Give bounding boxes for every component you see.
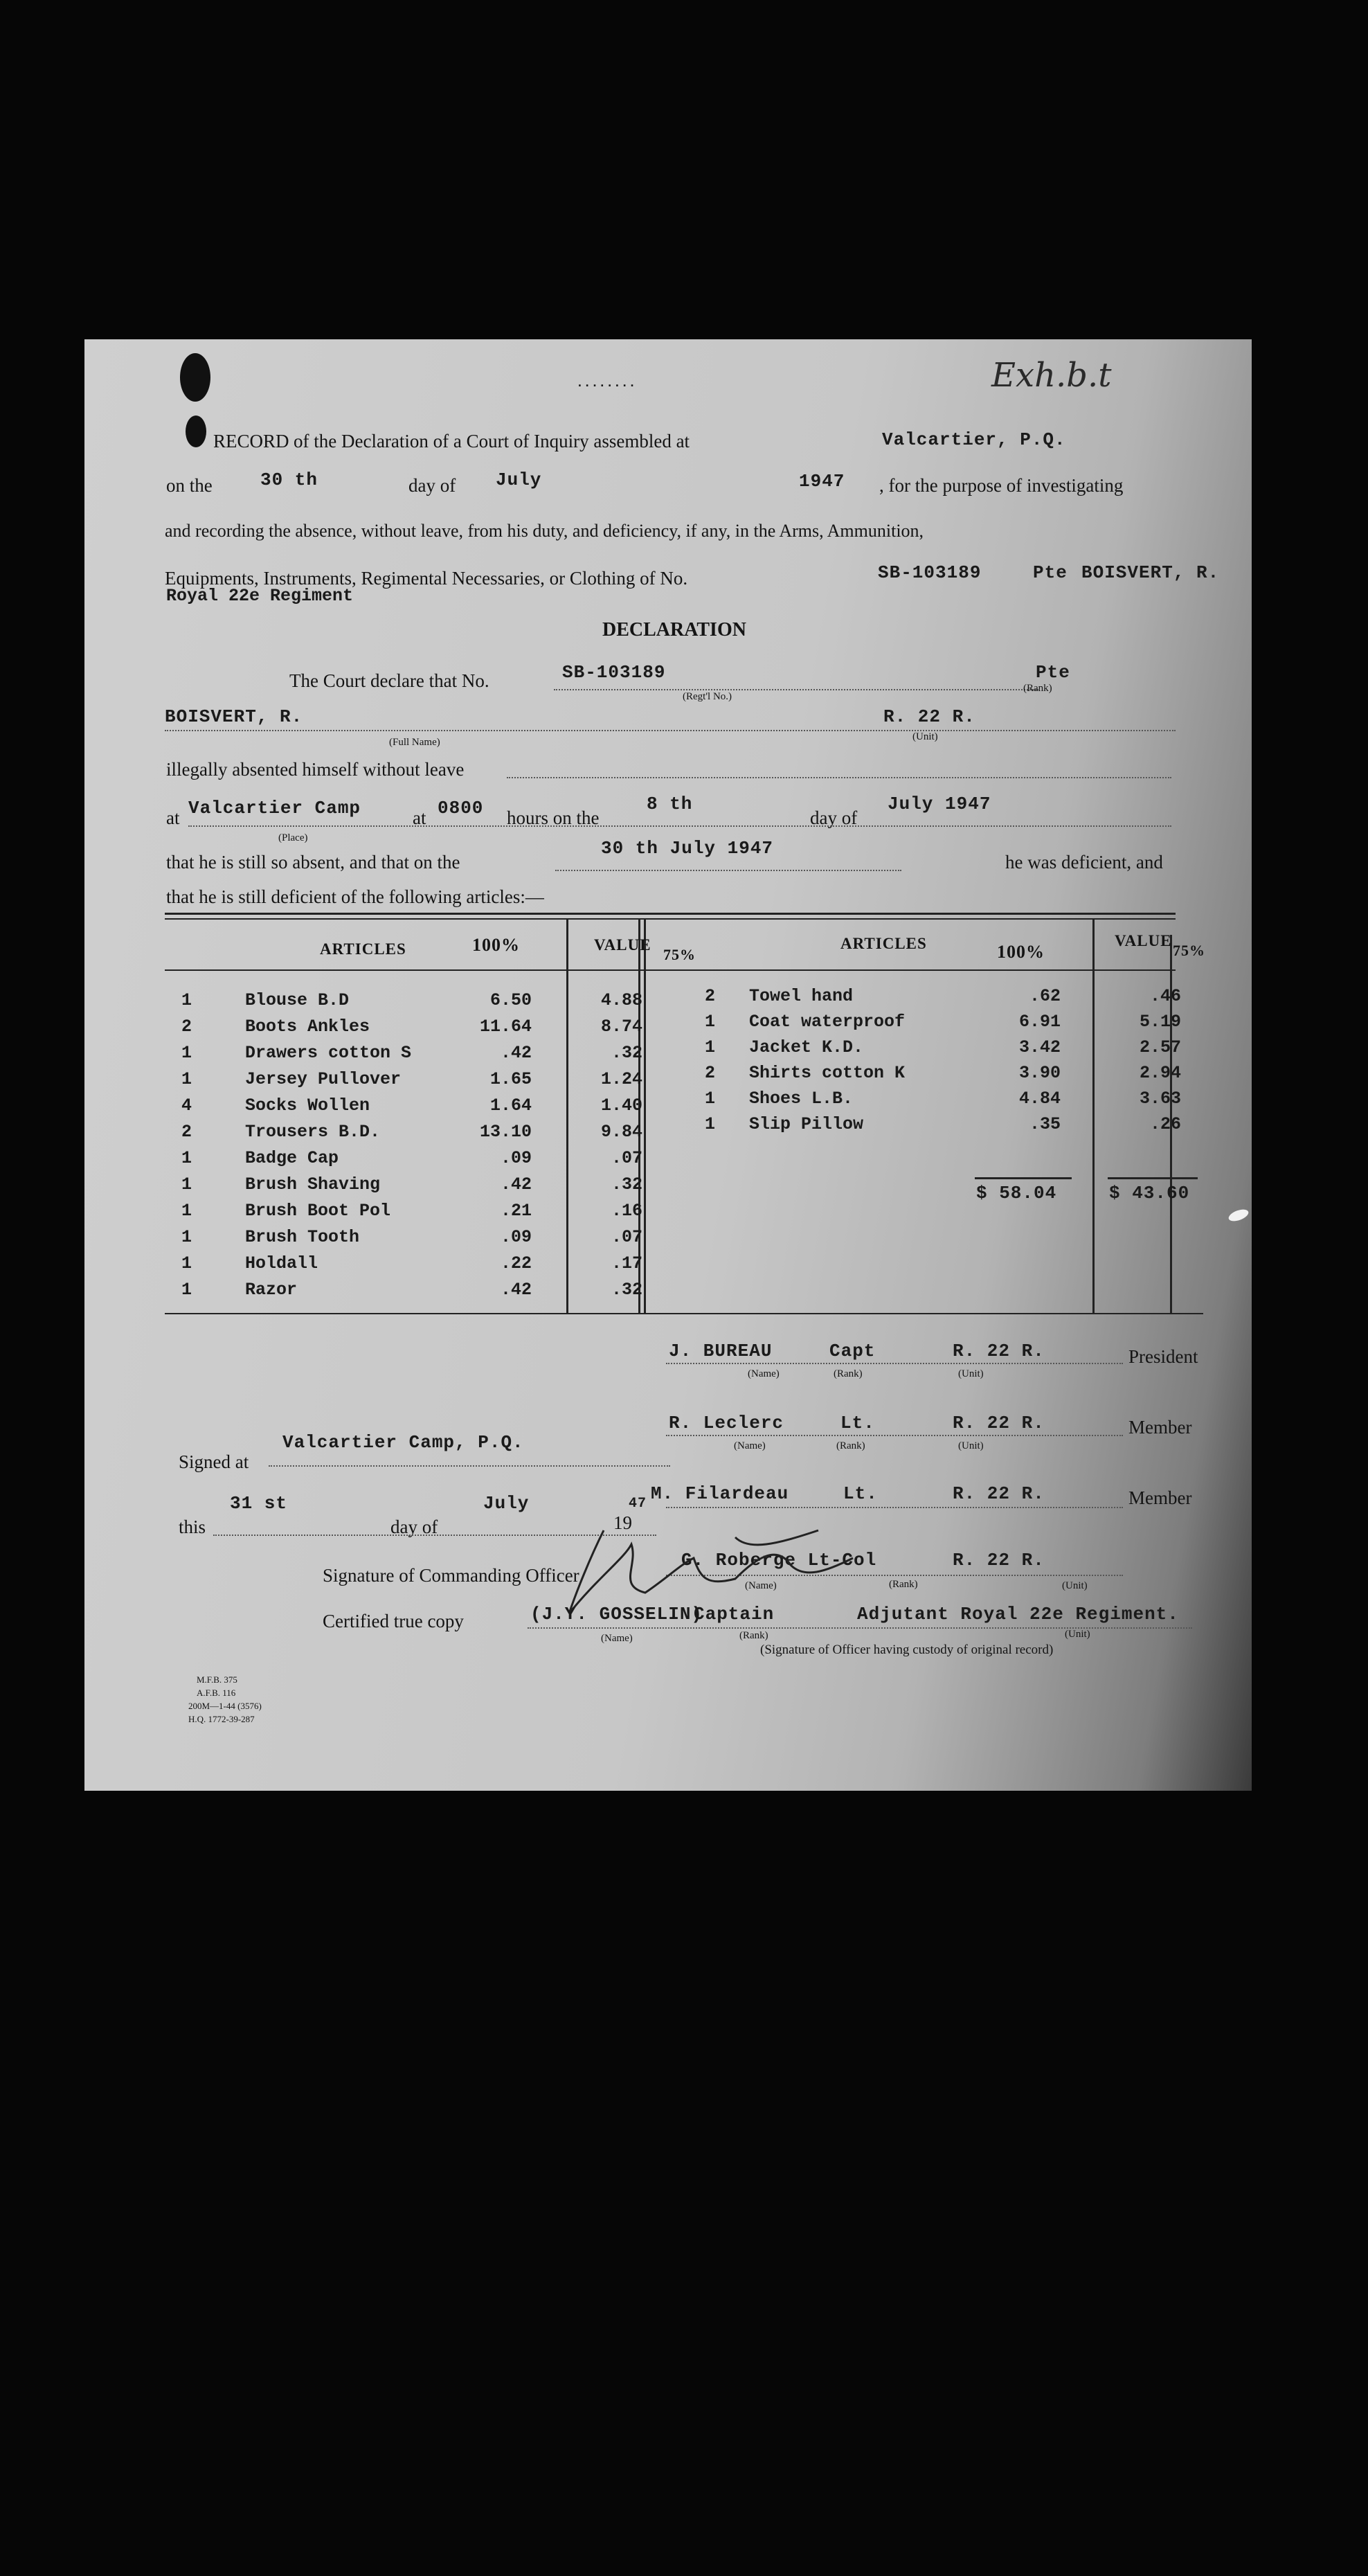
total-75: $ 43.60 (1109, 1183, 1190, 1204)
table-divider-center-2 (644, 918, 646, 1313)
member1-line (666, 1435, 1123, 1436)
ink-blot (180, 353, 210, 402)
absent-place: Valcartier Camp (188, 798, 361, 819)
left-row-v75: 8.74 (600, 1017, 642, 1037)
exhibit-note: Exh.b.t (991, 356, 1112, 395)
left-row-item: Trousers B.D. (245, 1122, 381, 1142)
absented-line (507, 777, 1171, 778)
header-articles-left: ARTICLES (320, 940, 406, 958)
table-divider-right-value (1092, 918, 1095, 1313)
left-row-v75: .32 (611, 1280, 642, 1300)
header-value-right: VALUE (1115, 932, 1172, 949)
right-row-v100: 3.42 (1018, 1037, 1061, 1057)
left-row-v100: 11.64 (479, 1017, 532, 1037)
left-row-v100: 1.65 (489, 1069, 532, 1089)
certified-name: (J.Y. GOSSELIN) (530, 1604, 703, 1625)
right-row-v100: 3.90 (1018, 1063, 1061, 1083)
left-row-qty: 1 (181, 1148, 192, 1168)
left-row-v75: 1.24 (600, 1069, 642, 1089)
recording-text: and recording the absence, without leave, from his duty, and deficiency, if any, in the Arms, Ammunition, (165, 521, 924, 541)
left-row-v100: 13.10 (479, 1122, 532, 1142)
member1-rank: Lt. (840, 1413, 875, 1433)
purpose-text: , for the purpose of investigating (879, 475, 1124, 496)
member1-role: Member (1128, 1417, 1192, 1438)
member1-unit: R. 22 R. (953, 1413, 1045, 1433)
left-row-v100: .42 (500, 1043, 532, 1063)
on-the-label: on the (166, 475, 213, 496)
right-row-v100: .35 (1029, 1114, 1061, 1134)
full-name-caption: (Full Name) (389, 737, 440, 748)
left-row-qty: 1 (181, 990, 192, 1010)
left-row-v75: 9.84 (600, 1122, 642, 1142)
left-row-v100: .09 (500, 1227, 532, 1247)
regt-no-caption: (Regt'l No.) (683, 691, 732, 702)
certified-unit: Adjutant Royal 22e Regiment. (857, 1604, 1179, 1625)
form-code: 200M—1-44 (3576) (188, 1701, 262, 1711)
member2-unit: R. 22 R. (953, 1483, 1045, 1504)
left-row-qty: 1 (181, 1253, 192, 1273)
rank-caption: (Rank) (1023, 683, 1052, 694)
this-label: this (179, 1517, 206, 1537)
left-row-item: Razor (245, 1280, 298, 1300)
left-row-v100: .42 (500, 1280, 532, 1300)
custody-caption: (Signature of Officer having custody of original record) (760, 1643, 1054, 1657)
right-row-v75: 3.63 (1139, 1089, 1181, 1109)
right-row-v75: 5.19 (1139, 1012, 1181, 1032)
inquiry-place: Valcartier, P.Q. (882, 429, 1066, 450)
hours-value: 0800 (438, 798, 484, 819)
soldier-rank: Pte (1033, 562, 1068, 583)
left-row-qty: 1 (181, 1043, 192, 1063)
right-row-v75: 2.94 (1139, 1063, 1181, 1083)
right-row-item: Towel hand (749, 986, 854, 1006)
at-label-2: at (413, 807, 426, 828)
commanding-officer-label: Signature of Commanding Officer (323, 1565, 579, 1586)
right-row-item: Shirts cotton K (749, 1063, 906, 1083)
record-text: of the Declaration of a Court of Inquiry assembled at (294, 431, 690, 451)
full-name-line (165, 730, 1176, 731)
left-row-item: Brush Tooth (245, 1227, 360, 1247)
certified-rank: Captain (694, 1604, 775, 1625)
was-deficient-text: he was deficient, and (1005, 852, 1163, 873)
right-row-item: Coat waterproof (749, 1012, 906, 1032)
left-row-item: Socks Wollen (245, 1095, 370, 1116)
left-row-v75: .16 (611, 1201, 642, 1221)
president-line (666, 1363, 1123, 1364)
right-row-item: Shoes L.B. (749, 1089, 854, 1109)
left-row-v75: 4.88 (600, 990, 642, 1010)
member2-line (666, 1507, 1123, 1508)
commanding-rank-caption: (Rank) (889, 1579, 918, 1590)
president-unit-caption: (Unit) (958, 1368, 984, 1379)
member1-name: R. Leclerc (669, 1413, 784, 1433)
right-row-qty: 1 (705, 1114, 716, 1134)
still-deficient-text: that he is still deficient of the following articles:— (166, 886, 544, 907)
right-row-v75: .26 (1149, 1114, 1181, 1134)
signed-at-label: Signed at (179, 1451, 249, 1472)
header-value-left: VALUE (594, 936, 651, 954)
at-label: at (166, 807, 180, 828)
table-top-border-2 (165, 918, 1176, 920)
day-of-label: day of (408, 475, 456, 496)
deficient-date: 30 th July 1947 (601, 838, 774, 859)
signed-day: 31 st (230, 1493, 288, 1514)
absent-day: 8 th (647, 794, 693, 814)
left-row-item: Brush Boot Pol (245, 1201, 391, 1221)
president-name: J. BUREAU (669, 1341, 773, 1361)
member1-unit-caption: (Unit) (958, 1440, 984, 1451)
total-100-rule (975, 1177, 1072, 1179)
right-row-v75: .46 (1149, 986, 1181, 1006)
header-100-left: 100% (472, 935, 520, 955)
left-row-v100: .22 (500, 1253, 532, 1273)
right-row-v100: 6.91 (1018, 1012, 1061, 1032)
left-row-v75: .07 (611, 1227, 642, 1247)
regt-no: SB-103189 (562, 662, 666, 683)
left-row-item: Brush Shaving (245, 1174, 381, 1195)
commanding-officer-unit: R. 22 R. (953, 1550, 1045, 1571)
left-row-v75: .17 (611, 1253, 642, 1273)
total-100: $ 58.04 (976, 1183, 1057, 1204)
left-row-qty: 1 (181, 1201, 192, 1221)
form-codes (188, 1674, 327, 1744)
right-row-v100: .62 (1029, 986, 1061, 1006)
document-page (84, 339, 1252, 1791)
right-row-qty: 1 (705, 1037, 716, 1057)
declaration-title: DECLARATION (602, 619, 746, 641)
inquiry-day: 30 th (260, 469, 318, 490)
left-row-qty: 4 (181, 1095, 192, 1116)
rank-value: Pte (1036, 662, 1070, 683)
still-absent-text: that he is still so absent, and that on the (166, 852, 460, 873)
header-100-right: 100% (997, 942, 1045, 962)
left-row-qty: 2 (181, 1122, 192, 1142)
right-row-qty: 1 (705, 1012, 716, 1032)
left-row-item: Holdall (245, 1253, 318, 1273)
unit-value: R. 22 R. (883, 706, 975, 727)
full-name: BOISVERT, R. (165, 706, 303, 727)
member2-rank: Lt. (843, 1483, 878, 1504)
left-row-v75: 1.40 (600, 1095, 642, 1116)
signed-place-line (269, 1465, 670, 1467)
commanding-name-caption: (Name) (745, 1580, 777, 1591)
place-caption: (Place) (278, 832, 308, 843)
soldier-unit: Royal 22e Regiment (166, 586, 354, 606)
right-row-item: Slip Pillow (749, 1114, 864, 1134)
inquiry-year: 1947 (799, 471, 845, 492)
table-bottom-border (165, 1313, 1203, 1314)
total-75-rule (1108, 1177, 1198, 1179)
certified-unit-caption: (Unit) (1065, 1629, 1090, 1640)
header-75-right: 75% (1173, 942, 1205, 959)
president-unit: R. 22 R. (953, 1341, 1045, 1361)
left-row-v100: 6.50 (489, 990, 532, 1010)
commanding-unit-caption: (Unit) (1062, 1580, 1088, 1591)
form-code: H.Q. 1772-39-287 (188, 1714, 255, 1724)
left-row-item: Badge Cap (245, 1148, 339, 1168)
right-row-v75: 2.57 (1139, 1037, 1181, 1057)
ink-blot-lower (186, 415, 206, 447)
signed-year-prefix: 19 (613, 1512, 632, 1533)
court-declare-text: The Court declare that No. (289, 670, 489, 691)
right-row-qty: 2 (705, 986, 716, 1006)
left-row-item: Boots Ankles (245, 1017, 370, 1037)
soldier-name: BOISVERT, R. (1081, 562, 1220, 583)
commanding-officer-name: G. Roberge Lt-Col (681, 1550, 877, 1571)
inquiry-month: July (496, 469, 542, 490)
header-75-left: 75% (663, 946, 696, 963)
certified-line (528, 1627, 1192, 1629)
member1-rank-caption: (Rank) (836, 1440, 865, 1451)
absent-line (188, 825, 1171, 827)
record-prefix: RECORD (213, 431, 289, 451)
hours-on-the: hours on the (507, 807, 600, 828)
unit-caption: (Unit) (912, 731, 938, 742)
left-row-v100: .09 (500, 1148, 532, 1168)
top-mark: ........ (576, 377, 636, 391)
left-row-v100: .21 (500, 1201, 532, 1221)
left-row-qty: 1 (181, 1280, 192, 1300)
signed-place: Valcartier Camp, P.Q. (282, 1432, 524, 1453)
form-code: M.F.B. 375 (197, 1674, 237, 1685)
left-row-qty: 2 (181, 1017, 192, 1037)
member2-name: M. Filardeau (651, 1483, 789, 1504)
president-rank-caption: (Rank) (834, 1368, 863, 1379)
equipments-text: Equipments, Instruments, Regimental Necessaries, or Clothing of No. (165, 568, 688, 589)
president-name-caption: (Name) (748, 1368, 780, 1379)
left-row-qty: 1 (181, 1069, 192, 1089)
signed-year-suffix: 47 (629, 1496, 647, 1512)
left-row-item: Blouse B.D (245, 990, 350, 1010)
table-header-divider (165, 969, 1176, 971)
table-top-border (165, 913, 1176, 915)
left-row-v75: .32 (611, 1174, 642, 1195)
right-row-qty: 2 (705, 1063, 716, 1083)
left-row-v75: .07 (611, 1148, 642, 1168)
member1-name-caption: (Name) (734, 1440, 766, 1451)
left-row-qty: 1 (181, 1227, 192, 1247)
right-row-v100: 4.84 (1018, 1089, 1061, 1109)
right-row-qty: 1 (705, 1089, 716, 1109)
signed-day-of: day of (390, 1517, 438, 1537)
president-role: President (1128, 1346, 1198, 1367)
member2-role: Member (1128, 1487, 1192, 1508)
absent-month-year: July 1947 (888, 794, 991, 814)
header-articles-right: ARTICLES (840, 935, 927, 952)
left-row-v100: 1.64 (489, 1095, 532, 1116)
absented-text: illegally absented himself without leave (166, 759, 465, 780)
certified-name-caption: (Name) (601, 1633, 633, 1644)
left-row-qty: 1 (181, 1174, 192, 1195)
certified-rank-caption: (Rank) (739, 1630, 768, 1641)
day-of-label-2: day of (810, 807, 858, 828)
left-row-v75: .32 (611, 1043, 642, 1063)
certified-label: Certified true copy (323, 1611, 464, 1631)
signed-month: July (483, 1493, 530, 1514)
left-row-item: Jersey Pullover (245, 1069, 402, 1089)
regt-no-line (554, 689, 1038, 690)
right-row-item: Jacket K.D. (749, 1037, 864, 1057)
form-code: A.F.B. 116 (197, 1688, 236, 1698)
deficient-date-line (555, 870, 901, 871)
left-row-v100: .42 (500, 1174, 532, 1195)
president-rank: Capt (829, 1341, 876, 1361)
left-row-item: Drawers cotton S (245, 1043, 412, 1063)
soldier-number: SB-103189 (878, 562, 982, 583)
